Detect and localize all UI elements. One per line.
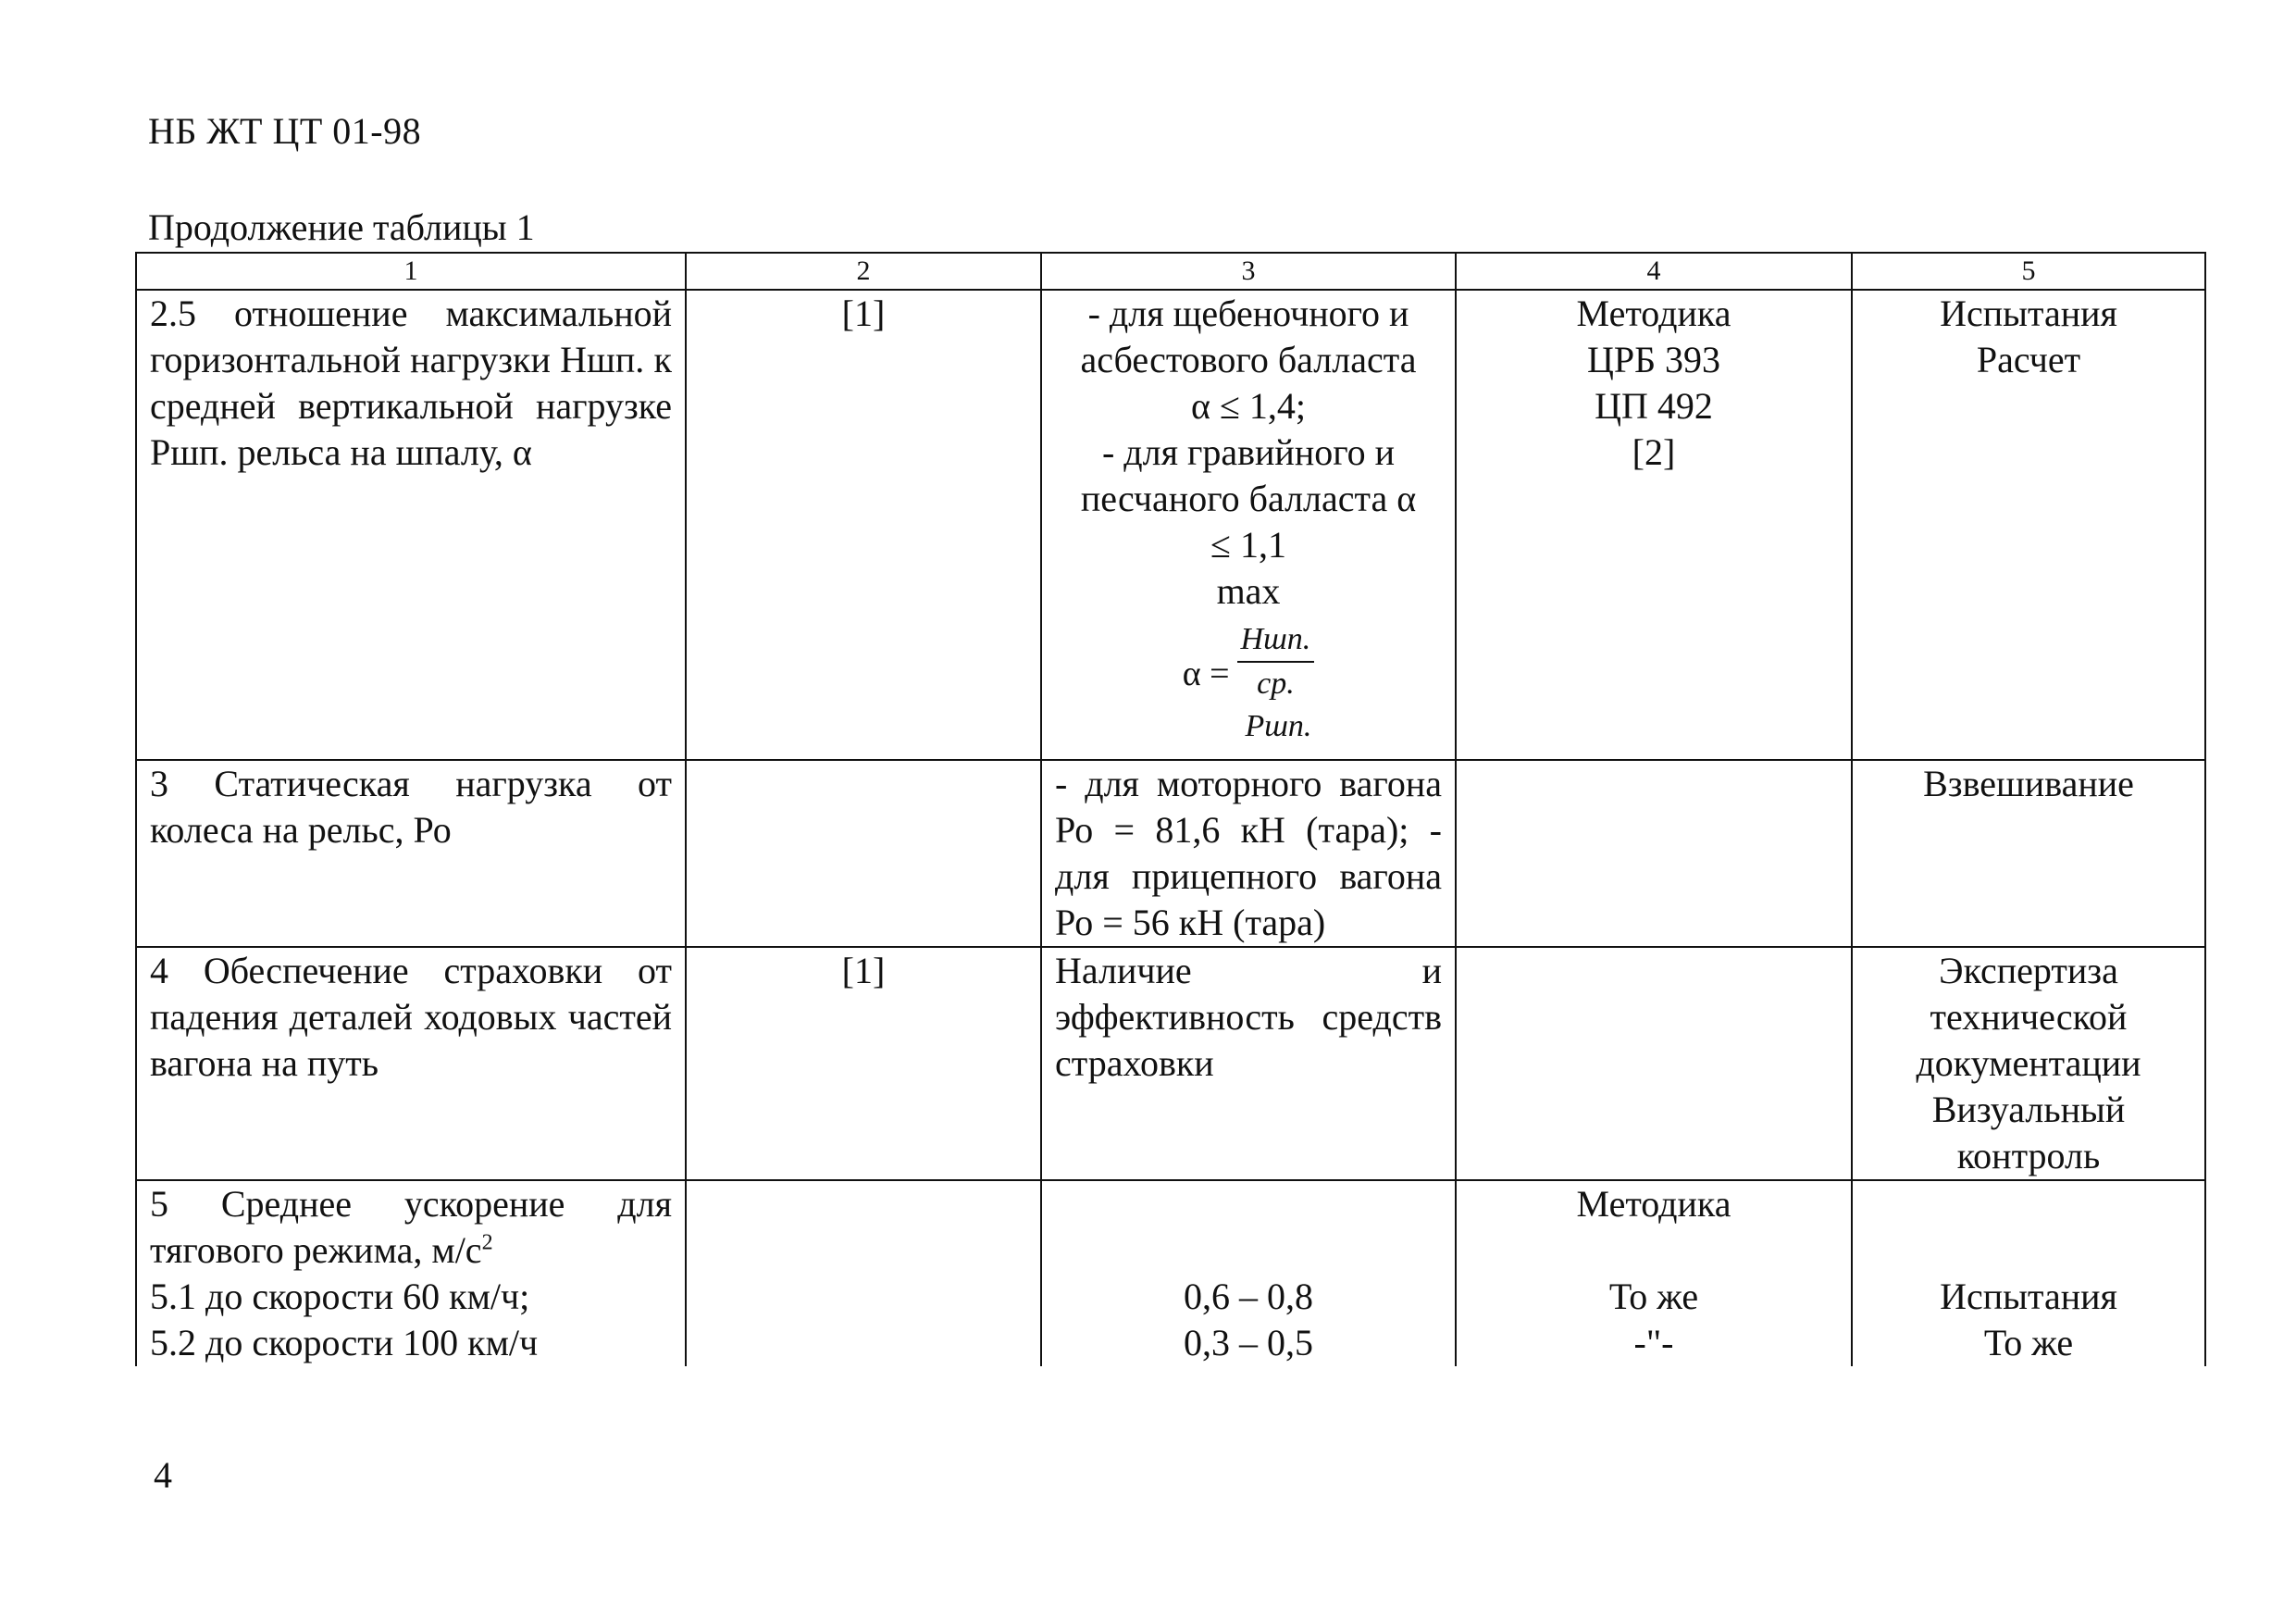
parameter-cell: 2.5 отношение максимальной горизонтальной нагрузки Ншп. к средней вертикальной нагрузке Ршп. рельса на шпалу, α (136, 290, 686, 760)
norm-line: песчаного балласта α (1080, 478, 1417, 519)
method-line: То же (1608, 1276, 1699, 1317)
requirements-table (135, 252, 2206, 1366)
table-row (136, 290, 2205, 760)
norm-line: - для щебеночного и (1087, 292, 1409, 334)
formula-numerator: Ншп. (1237, 618, 1315, 663)
page-number: 4 (154, 1454, 172, 1496)
parameter-heading-text: 5 Среднее ускорение для тягового режима, м/с (150, 1183, 672, 1271)
formula-subscript: Ршп. (1245, 709, 1312, 743)
check-line: Экспертиза (1939, 950, 2118, 991)
method-line: Методика (1576, 292, 1731, 334)
unit-exponent: 2 (481, 1230, 493, 1255)
blank-line (1866, 1227, 2191, 1274)
norm-line: ≤ 1,1 (1210, 524, 1286, 566)
blank-line (1866, 1181, 2191, 1227)
norm-line: - для гравийного и (1101, 431, 1396, 473)
parameter-cell: 3 Статическая нагрузка от колеса на рельс, Ро (136, 760, 686, 947)
formula-lhs: α = (1182, 654, 1230, 693)
check-line: контроль (1956, 1135, 2101, 1176)
method-line: ЦРБ 393 (1586, 339, 1721, 380)
check-line: Испытания (1940, 1276, 2117, 1317)
reference-cell: [1] (686, 290, 1041, 760)
table-row (136, 760, 2205, 947)
check-line: Визуальный (1931, 1089, 2126, 1130)
method-line: Методика (1576, 1183, 1731, 1225)
column-number: 5 (1852, 253, 2205, 290)
method-cell (1456, 290, 1852, 760)
check-type-cell (1852, 947, 2205, 1180)
column-number: 4 (1456, 253, 1852, 290)
column-number-row (136, 253, 2205, 290)
norm-cell (1041, 1180, 1456, 1366)
check-type-cell (1852, 1180, 2205, 1366)
column-number: 3 (1041, 253, 1456, 290)
check-line: Расчет (1976, 339, 2081, 380)
norm-cell: Наличие и эффективность средств страховки (1041, 947, 1456, 1180)
norm-line: 0,6 – 0,8 (1184, 1276, 1313, 1317)
blank-line (1055, 1181, 1442, 1227)
check-type-cell (1852, 760, 2205, 947)
check-line: документации (1916, 1042, 2141, 1084)
document-code: НБ ЖТ ЦТ 01-98 (148, 110, 422, 152)
norm-line: max (1216, 570, 1281, 612)
blank-line (1470, 1227, 1838, 1274)
parameter-cell (136, 1180, 686, 1366)
parameter-line: 5.2 до скорости 100 км/ч (150, 1322, 539, 1363)
table-caption: Продолжение таблицы 1 (148, 206, 535, 248)
check-line: Взвешивание (1923, 763, 2134, 804)
table-row (136, 1180, 2205, 1366)
parameter-line: 5.1 до скорости 60 км/ч; (150, 1276, 530, 1317)
formula-fraction (1237, 618, 1315, 748)
norm-cell (1041, 290, 1456, 760)
norm-line: асбестового балласта (1080, 339, 1417, 380)
method-cell (1456, 760, 1852, 947)
method-line: ЦП 492 (1595, 385, 1713, 427)
alpha-formula (1055, 618, 1442, 748)
check-line: То же (1983, 1322, 2074, 1363)
reference-cell: [1] (686, 947, 1041, 1180)
reference-cell (686, 760, 1041, 947)
parameter-heading (150, 1181, 672, 1274)
norm-line: 0,3 – 0,5 (1184, 1322, 1313, 1363)
blank-line (1055, 1227, 1442, 1274)
norm-cell: - для моторного вагона Ро = 81,6 кН (тара); - для прицепного вагона Ро = 56 кН (тара) (1041, 760, 1456, 947)
parameter-cell: 4 Обеспечение страховки от падения деталей ходовых частей вагона на путь (136, 947, 686, 1180)
norm-line: α ≤ 1,4; (1190, 385, 1307, 427)
reference-cell (686, 1180, 1041, 1366)
formula-denominator: ср. (1257, 666, 1295, 701)
column-number: 1 (136, 253, 686, 290)
check-type-cell (1852, 290, 2205, 760)
method-line: -"- (1633, 1322, 1674, 1363)
method-cell (1456, 1180, 1852, 1366)
column-number: 2 (686, 253, 1041, 290)
method-line: [2] (1632, 431, 1676, 473)
table-row (136, 947, 2205, 1180)
method-cell (1456, 947, 1852, 1180)
check-line: Испытания (1940, 292, 2117, 334)
check-line: технической (1930, 996, 2128, 1038)
